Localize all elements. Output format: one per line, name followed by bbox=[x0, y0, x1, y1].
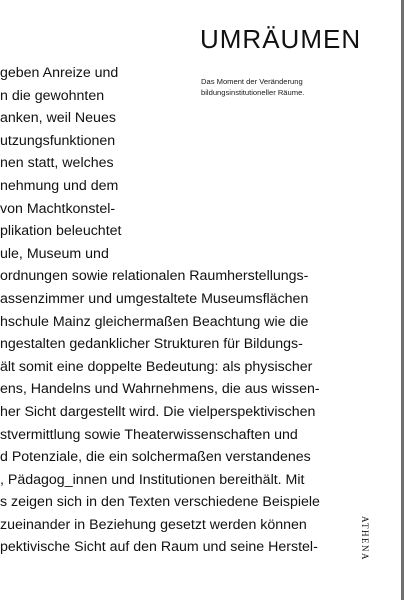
body-line: hschule Mainz gleichermaßen Beachtung wie die bbox=[0, 313, 309, 330]
body-line: nehmung und dem bbox=[0, 177, 119, 194]
subtitle-line: bildungsinstitutioneller Räume. bbox=[201, 88, 305, 97]
book-title: UMRÄUMEN bbox=[200, 24, 362, 54]
body-line: ält somit eine doppelte Bedeutung: als physischer bbox=[0, 358, 313, 375]
cover-body-text bbox=[0, 62, 400, 559]
body-line: anken, weil Neues bbox=[0, 110, 116, 127]
body-line: geben Anreize und bbox=[0, 65, 119, 81]
body-line: von Machtkonstel- bbox=[0, 200, 116, 217]
body-line: s zeigen sich in den Texten verschiedene Beispiele bbox=[0, 494, 320, 511]
body-line: ule, Museum und bbox=[0, 245, 109, 262]
body-line: her Sicht dargestellt wird. Die vielperspektivischen bbox=[0, 403, 316, 420]
body-line: n die gewohnten bbox=[0, 87, 105, 104]
body-line: ens, Handelns und Wahrnehmens, die aus wissen- bbox=[0, 381, 320, 398]
publisher-logo: ATHENA bbox=[360, 516, 370, 561]
body-line: d Potenziale, die ein solchermaßen verstandenes bbox=[0, 449, 311, 466]
body-line: stvermittlung sowie Theaterwissenschaften und bbox=[0, 426, 298, 443]
subtitle-line: Das Moment der Veränderung bbox=[201, 77, 303, 86]
body-line: nen statt, welches bbox=[0, 155, 114, 172]
body-line: plikation beleuchtet bbox=[0, 223, 122, 240]
body-line: pektivische Sicht auf den Raum und seine Herstel- bbox=[0, 539, 318, 556]
body-line: zueinander in Beziehung gesetzt werden können bbox=[0, 516, 307, 533]
body-line: ngestalten gedanklicher Strukturen für Bildungs- bbox=[0, 336, 303, 353]
body-line: ordnungen sowie relationalen Raumherstellungs- bbox=[0, 268, 309, 285]
body-line: utzungsfunktionen bbox=[0, 132, 116, 149]
body-line: assenzimmer und umgestaltete Museumsflächen bbox=[0, 290, 309, 307]
body-line: , Pädagog_innen und Institutionen bereithält. Mit bbox=[0, 471, 305, 488]
